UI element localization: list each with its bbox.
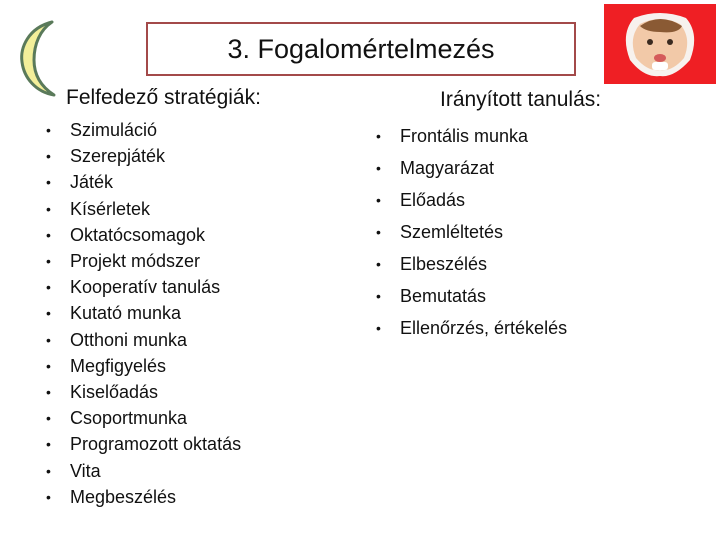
list-item: • Játék (46, 169, 241, 195)
list-item: • Kísérletek (46, 196, 241, 222)
list-item: • Szerepjáték (46, 143, 241, 169)
list-item: • Szemléltetés (376, 216, 567, 248)
list-item: • Elbeszélés (376, 248, 567, 280)
child-face-photo (604, 4, 716, 84)
right-bullet-list (376, 120, 567, 344)
list-item: • Oktatócsomagok (46, 222, 241, 248)
list-item: • Ellenőrzés, értékelés (376, 312, 567, 344)
slide-title (146, 22, 576, 76)
list-item: • Programozott oktatás (46, 431, 241, 457)
left-bullet-list (46, 117, 241, 510)
list-item: • Kutató munka (46, 300, 241, 326)
list-item: • Frontális munka (376, 120, 567, 152)
list-item: • Projekt módszer (46, 248, 241, 274)
list-item: • Csoportmunka (46, 405, 241, 431)
list-item: • Előadás (376, 184, 567, 216)
list-item: • Vita (46, 458, 241, 484)
list-item: • Magyarázat (376, 152, 567, 184)
crescent-moon-icon (14, 18, 64, 98)
right-column-heading: Irányított tanulás: (440, 88, 602, 111)
list-item: • Szimuláció (46, 117, 241, 143)
list-item: • Otthoni munka (46, 327, 241, 353)
list-item: • Bemutatás (376, 280, 567, 312)
list-item: • Kiselőadás (46, 379, 241, 405)
left-column-heading: Felfedező stratégiák: (66, 86, 261, 109)
list-item: • Kooperatív tanulás (46, 274, 241, 300)
list-item: • Megfigyelés (46, 353, 241, 379)
title-text: 3. Fogalomértelmezés (227, 33, 495, 64)
list-item: • Megbeszélés (46, 484, 241, 510)
